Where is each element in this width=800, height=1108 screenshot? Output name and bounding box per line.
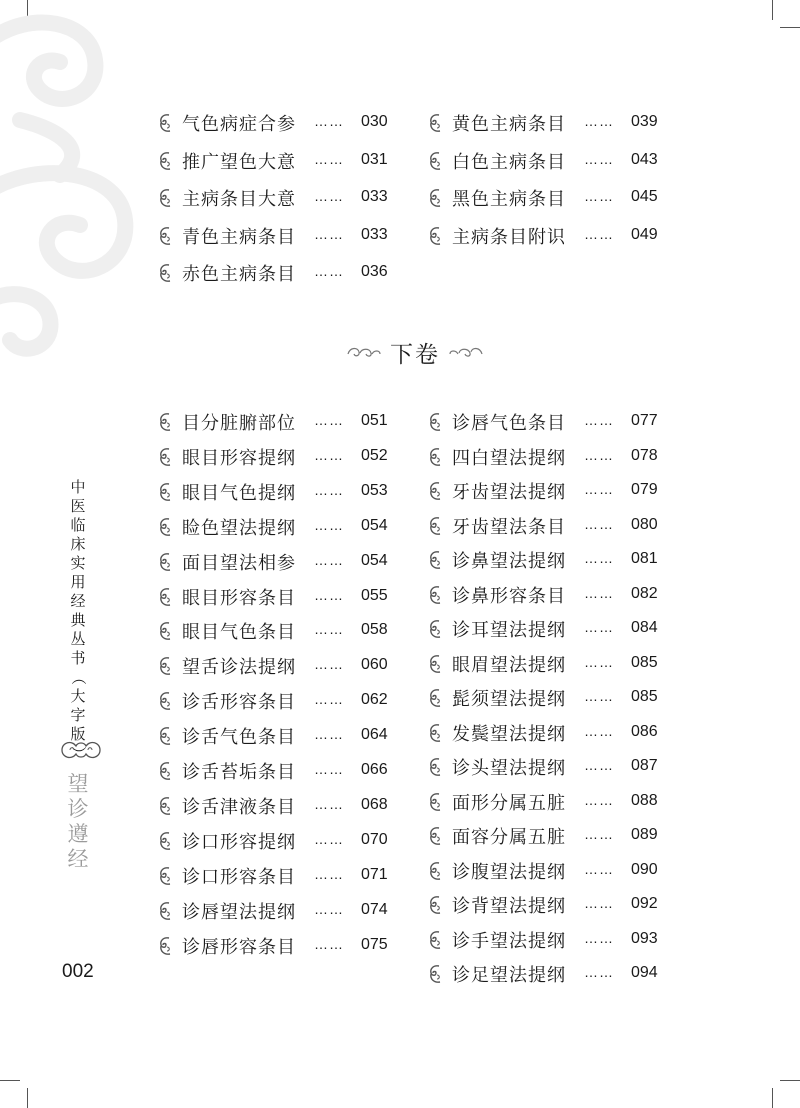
toc-entry-page: 074 <box>361 900 388 918</box>
toc-entry[interactable] <box>428 718 678 748</box>
toc-entry-leader: …… <box>584 757 614 773</box>
toc-entry[interactable] <box>158 183 408 213</box>
toc-entry-title: 诊舌苔垢条目 <box>182 762 296 783</box>
toc-entry-leader: …… <box>584 113 614 129</box>
toc-entry[interactable] <box>428 752 678 782</box>
toc-entry-title: 黄色主病条目 <box>452 114 566 135</box>
toc-entry[interactable] <box>428 476 678 506</box>
cloud-bullet-icon <box>428 225 442 247</box>
crop-mark-bottom-right-v <box>772 1088 773 1108</box>
toc-entry[interactable] <box>158 896 408 926</box>
toc-entry-page: 093 <box>631 929 658 947</box>
toc-entry[interactable] <box>428 787 678 817</box>
section-heading-label: 下卷 <box>390 341 440 368</box>
toc-entry[interactable] <box>158 686 408 716</box>
toc-entry[interactable] <box>428 683 678 713</box>
vertical-char: 字 <box>70 706 86 724</box>
toc-entry[interactable] <box>428 856 678 886</box>
toc-entry[interactable] <box>158 756 408 786</box>
crop-mark-bottom-left-v <box>27 1088 28 1108</box>
cloud-bullet-icon <box>428 515 442 537</box>
cloud-bullet-icon <box>428 446 442 468</box>
toc-entry-title: 诊手望法提纲 <box>452 930 566 952</box>
toc-entry-page: 051 <box>361 412 388 429</box>
vertical-char: 医 <box>70 497 86 515</box>
cloud-bullet-icon <box>428 150 442 172</box>
toc-entry[interactable] <box>158 146 408 176</box>
toc-entry-leader: …… <box>584 929 614 946</box>
toc-entry-title: 诊舌气色条目 <box>182 727 296 749</box>
vertical-char: （ <box>69 669 88 685</box>
toc-entry-page: 052 <box>361 446 388 464</box>
toc-entry-page: 033 <box>361 225 388 243</box>
toc-entry-title: 眼目形容提纲 <box>182 447 296 469</box>
book-title <box>64 772 92 872</box>
toc-entry[interactable] <box>158 407 408 437</box>
toc-entry[interactable] <box>428 407 678 437</box>
cloud-bullet-icon <box>158 481 172 503</box>
cloud-bullet-icon <box>428 791 442 813</box>
toc-entry-page: 080 <box>631 515 658 533</box>
toc-entry[interactable] <box>428 649 678 679</box>
vertical-char: 版 <box>70 725 86 743</box>
toc-entry-page: 054 <box>361 516 388 534</box>
toc-entry[interactable] <box>428 925 678 955</box>
toc-entry[interactable] <box>158 221 408 251</box>
cloud-bullet-icon <box>158 760 172 782</box>
cloud-bullet-icon <box>428 860 442 882</box>
toc-entry-title: 诊背望法提纲 <box>452 896 566 917</box>
vertical-char: 床 <box>70 535 86 553</box>
toc-entry-title: 诊鼻形容条目 <box>452 585 566 607</box>
toc-entry[interactable] <box>158 477 408 507</box>
toc-entry[interactable] <box>428 511 678 541</box>
toc-entry-title: 四白望法提纲 <box>452 447 566 469</box>
toc-entry-leader: …… <box>314 586 344 603</box>
cloud-bullet-icon <box>158 900 172 922</box>
toc-entry-title: 诊舌形容条目 <box>182 692 296 714</box>
toc-entry-leader: …… <box>314 188 344 204</box>
vertical-char: 诊 <box>67 797 89 821</box>
toc-entry-title: 气色病症合参 <box>182 114 296 135</box>
toc-entry-page: 094 <box>631 964 658 981</box>
vertical-char: 书 <box>70 649 86 667</box>
cloud-bullet-icon <box>158 620 172 642</box>
toc-entry-title: 髭须望法提纲 <box>452 689 566 710</box>
toc-entry-page: 079 <box>631 481 658 498</box>
toc-entry-leader: …… <box>314 656 344 673</box>
toc-entry[interactable] <box>158 258 408 288</box>
cloud-bullet-icon <box>158 725 172 747</box>
cloud-bullet-icon <box>428 480 442 502</box>
vertical-char: ） <box>69 745 88 761</box>
toc-entry-title: 诊头望法提纲 <box>452 758 566 779</box>
toc-entry-leader: …… <box>314 761 344 777</box>
section-heading <box>340 335 490 369</box>
toc-entry-page: 045 <box>631 188 658 205</box>
toc-entry[interactable] <box>158 616 408 646</box>
series-title-vertical <box>66 478 90 763</box>
toc-entry-page: 075 <box>361 935 388 953</box>
toc-entry-title: 主病条目大意 <box>182 189 296 210</box>
toc-entry[interactable] <box>158 861 408 891</box>
cloud-bullet-icon <box>158 150 172 172</box>
toc-entry-leader: …… <box>314 412 344 428</box>
cloud-bullet-icon <box>158 865 172 887</box>
vertical-char: 实 <box>70 554 86 572</box>
toc-entry-page: 049 <box>631 225 658 243</box>
toc-entry-leader: …… <box>314 150 344 167</box>
toc-entry-leader: …… <box>584 722 614 739</box>
crop-mark-top-right-v <box>772 0 773 20</box>
toc-entry[interactable] <box>428 821 678 851</box>
toc-entry-leader: …… <box>314 691 344 708</box>
crop-mark-bottom-right-h <box>780 1080 800 1081</box>
vertical-char: 大 <box>70 687 86 705</box>
toc-entry-leader: …… <box>314 621 344 638</box>
cloud-bullet-icon <box>428 963 442 985</box>
vertical-char: 临 <box>70 516 86 534</box>
toc-entry[interactable] <box>158 826 408 856</box>
toc-entry-title: 望舌诊法提纲 <box>182 657 296 679</box>
toc-entry-leader: …… <box>584 150 614 167</box>
series-title <box>66 478 90 763</box>
cloud-bullet-icon <box>158 655 172 677</box>
toc-entry-leader: …… <box>584 860 614 877</box>
vertical-char: 遵 <box>67 822 89 846</box>
toc-entry-page: 081 <box>631 550 658 567</box>
toc-entry-page: 085 <box>631 688 658 705</box>
toc-entry-page: 062 <box>361 691 388 709</box>
cloud-bullet-icon <box>428 112 442 134</box>
toc-entry-page: 055 <box>361 586 388 604</box>
toc-entry-page: 066 <box>361 761 388 778</box>
cloud-bullet-icon <box>428 687 442 709</box>
toc-entry-page: 071 <box>361 865 388 883</box>
cloud-bullet-icon <box>428 653 442 675</box>
cloud-bullet-icon <box>158 935 172 957</box>
toc-entry-title: 诊唇望法提纲 <box>182 901 296 923</box>
toc-entry-page: 070 <box>361 830 388 848</box>
crop-mark-bottom-left-h <box>0 1080 20 1081</box>
toc-entry-title: 眼目形容条目 <box>182 587 296 609</box>
toc-entry[interactable] <box>428 146 678 176</box>
toc-entry-leader: …… <box>584 964 614 980</box>
toc-entry-title: 推广望色大意 <box>182 151 296 173</box>
toc-entry-leader: …… <box>314 830 344 847</box>
vertical-char: 经 <box>70 592 86 610</box>
toc-entry-leader: …… <box>314 225 344 242</box>
toc-entry-page: 082 <box>631 584 658 602</box>
toc-entry-leader: …… <box>314 113 344 129</box>
toc-entry-leader: …… <box>584 481 614 497</box>
toc-entry-title: 诊口形容提纲 <box>182 831 296 853</box>
cloud-bullet-icon <box>428 894 442 916</box>
toc-entry-leader: …… <box>584 895 614 911</box>
toc-entry-page: 092 <box>631 895 658 912</box>
toc-entry[interactable] <box>158 721 408 751</box>
toc-entry-page: 060 <box>361 656 388 674</box>
vertical-char: 中 <box>70 478 86 496</box>
toc-entry-leader: …… <box>584 550 614 566</box>
cloud-bullet-icon <box>158 411 172 433</box>
toc-entry-leader: …… <box>314 865 344 882</box>
cloud-bullet-icon <box>428 618 442 640</box>
toc-entry-title: 牙齿望法提纲 <box>452 482 566 503</box>
toc-entry[interactable] <box>158 651 408 681</box>
toc-entry-page: 054 <box>361 551 388 569</box>
vertical-char: 望 <box>67 772 89 796</box>
toc-entry[interactable] <box>428 221 678 251</box>
toc-entry-leader: …… <box>584 653 614 670</box>
toc-entry-page: 077 <box>631 412 658 429</box>
toc-entry-leader: …… <box>314 795 344 812</box>
toc-entry-title: 诊腹望法提纲 <box>452 861 566 883</box>
toc-entry-leader: …… <box>584 515 614 532</box>
toc-entry-page: 087 <box>631 757 658 774</box>
toc-entry[interactable] <box>158 108 408 138</box>
toc-entry-page: 086 <box>631 722 658 740</box>
toc-entry-title: 眼眉望法提纲 <box>452 654 566 676</box>
toc-entry-page: 085 <box>631 653 658 671</box>
toc-entry-leader: …… <box>314 935 344 952</box>
toc-entry-page: 090 <box>631 860 658 878</box>
toc-entry-leader: …… <box>584 225 614 242</box>
toc-entry-page: 033 <box>361 188 388 205</box>
toc-entry-leader: …… <box>584 412 614 428</box>
vertical-char: 丛 <box>70 630 86 648</box>
toc-entry-page: 068 <box>361 795 388 813</box>
toc-entry[interactable] <box>428 108 678 138</box>
toc-entry-title: 赤色主病条目 <box>182 264 296 285</box>
toc-entry-title: 睑色望法提纲 <box>182 517 296 539</box>
cloud-bullet-icon <box>428 549 442 571</box>
cloud-bullet-icon <box>428 756 442 778</box>
cloud-bullet-icon <box>158 112 172 134</box>
toc-entry-leader: …… <box>584 826 614 842</box>
cloud-bullet-icon <box>158 262 172 284</box>
toc-entry-page: 039 <box>631 113 658 130</box>
cloud-bullet-icon <box>158 516 172 538</box>
toc-entry-page: 031 <box>361 150 388 168</box>
toc-entry-title: 诊唇气色条目 <box>452 413 566 434</box>
toc-entry-title: 白色主病条目 <box>452 151 566 173</box>
toc-entry-leader: …… <box>314 551 344 568</box>
toc-entry[interactable] <box>428 545 678 575</box>
toc-entry-title: 眼目气色条目 <box>182 622 296 644</box>
toc-entry[interactable] <box>158 931 408 961</box>
toc-entry-leader: …… <box>584 791 614 808</box>
toc-entry-page: 058 <box>361 621 388 639</box>
toc-entry-page: 088 <box>631 791 658 809</box>
cloud-bullet-icon <box>428 825 442 847</box>
toc-entry-title: 黑色主病条目 <box>452 189 566 210</box>
cloud-bullet-icon <box>428 584 442 606</box>
toc-entry[interactable] <box>428 959 678 989</box>
toc-entry-title: 面容分属五脏 <box>452 827 566 848</box>
toc-entry-title: 诊唇形容条目 <box>182 936 296 958</box>
page-number: 002 <box>62 961 94 982</box>
cloud-bullet-icon <box>158 446 172 468</box>
crop-mark-top-right-h <box>780 27 800 28</box>
toc-entry-leader: …… <box>584 188 614 204</box>
toc-entry-page: 084 <box>631 619 658 636</box>
toc-entry-leader: …… <box>584 688 614 704</box>
toc-entry[interactable] <box>428 614 678 644</box>
toc-entry-title: 目分脏腑部位 <box>182 413 296 434</box>
toc-entry[interactable] <box>428 580 678 610</box>
vertical-char: 经 <box>67 847 89 871</box>
cloud-bullet-icon <box>158 795 172 817</box>
toc-entry[interactable] <box>158 442 408 472</box>
cloud-bullet-icon <box>428 187 442 209</box>
cloud-watermark-icon <box>0 0 170 370</box>
toc-entry-title: 诊足望法提纲 <box>452 965 566 986</box>
cloud-bullet-icon <box>428 411 442 433</box>
cloud-bullet-icon <box>158 551 172 573</box>
toc-entry-page: 053 <box>361 481 388 499</box>
toc-entry-title: 面形分属五脏 <box>452 792 566 814</box>
toc-entry-leader: …… <box>584 619 614 635</box>
cloud-bullet-icon <box>428 929 442 951</box>
toc-entry[interactable] <box>158 791 408 821</box>
toc-entry-leader: …… <box>584 584 614 601</box>
toc-entry-page: 030 <box>361 113 388 130</box>
cloud-ornament-left-icon <box>346 344 382 360</box>
toc-entry-leader: …… <box>314 516 344 533</box>
toc-entry-title: 诊舌津液条目 <box>182 796 296 818</box>
toc-entry-leader: …… <box>314 900 344 917</box>
toc-entry-title: 诊口形容条目 <box>182 866 296 888</box>
toc-entry-page: 089 <box>631 826 658 843</box>
cloud-bullet-icon <box>428 722 442 744</box>
vertical-char: 用 <box>70 573 86 591</box>
toc-entry[interactable] <box>428 890 678 920</box>
toc-entry-title: 诊鼻望法提纲 <box>452 551 566 572</box>
toc-entry[interactable] <box>158 582 408 612</box>
toc-entry-page: 078 <box>631 446 658 464</box>
toc-entry-page: 064 <box>361 726 388 744</box>
toc-entry-title: 诊耳望法提纲 <box>452 620 566 641</box>
cloud-bullet-icon <box>158 830 172 852</box>
toc-entry-leader: …… <box>584 446 614 463</box>
toc-entry-page: 043 <box>631 150 658 168</box>
cloud-ornament-right-icon <box>448 344 484 360</box>
toc-entry-title: 眼目气色提纲 <box>182 482 296 504</box>
book-title-vertical <box>64 772 92 872</box>
vertical-char: 典 <box>70 611 86 629</box>
toc-entry-title: 发鬓望法提纲 <box>452 723 566 745</box>
toc-entry-leader: …… <box>314 481 344 498</box>
toc-entry-title: 主病条目附识 <box>452 226 566 248</box>
toc-entry[interactable] <box>158 547 408 577</box>
toc-entry-title: 面目望法相参 <box>182 552 296 574</box>
toc-entry[interactable] <box>428 442 678 472</box>
toc-entry-page: 036 <box>361 263 388 280</box>
toc-entry-leader: …… <box>314 263 344 279</box>
cloud-bullet-icon <box>158 187 172 209</box>
scroll-ornament-icon <box>58 738 104 762</box>
cloud-bullet-icon <box>158 690 172 712</box>
toc-entry-leader: …… <box>314 446 344 463</box>
toc-entry[interactable] <box>158 512 408 542</box>
cloud-bullet-icon <box>158 225 172 247</box>
toc-entry-leader: …… <box>314 726 344 743</box>
toc-entry[interactable] <box>428 183 678 213</box>
cloud-bullet-icon <box>158 586 172 608</box>
toc-entry-title: 牙齿望法条目 <box>452 516 566 538</box>
toc-entry-title: 青色主病条目 <box>182 226 296 248</box>
